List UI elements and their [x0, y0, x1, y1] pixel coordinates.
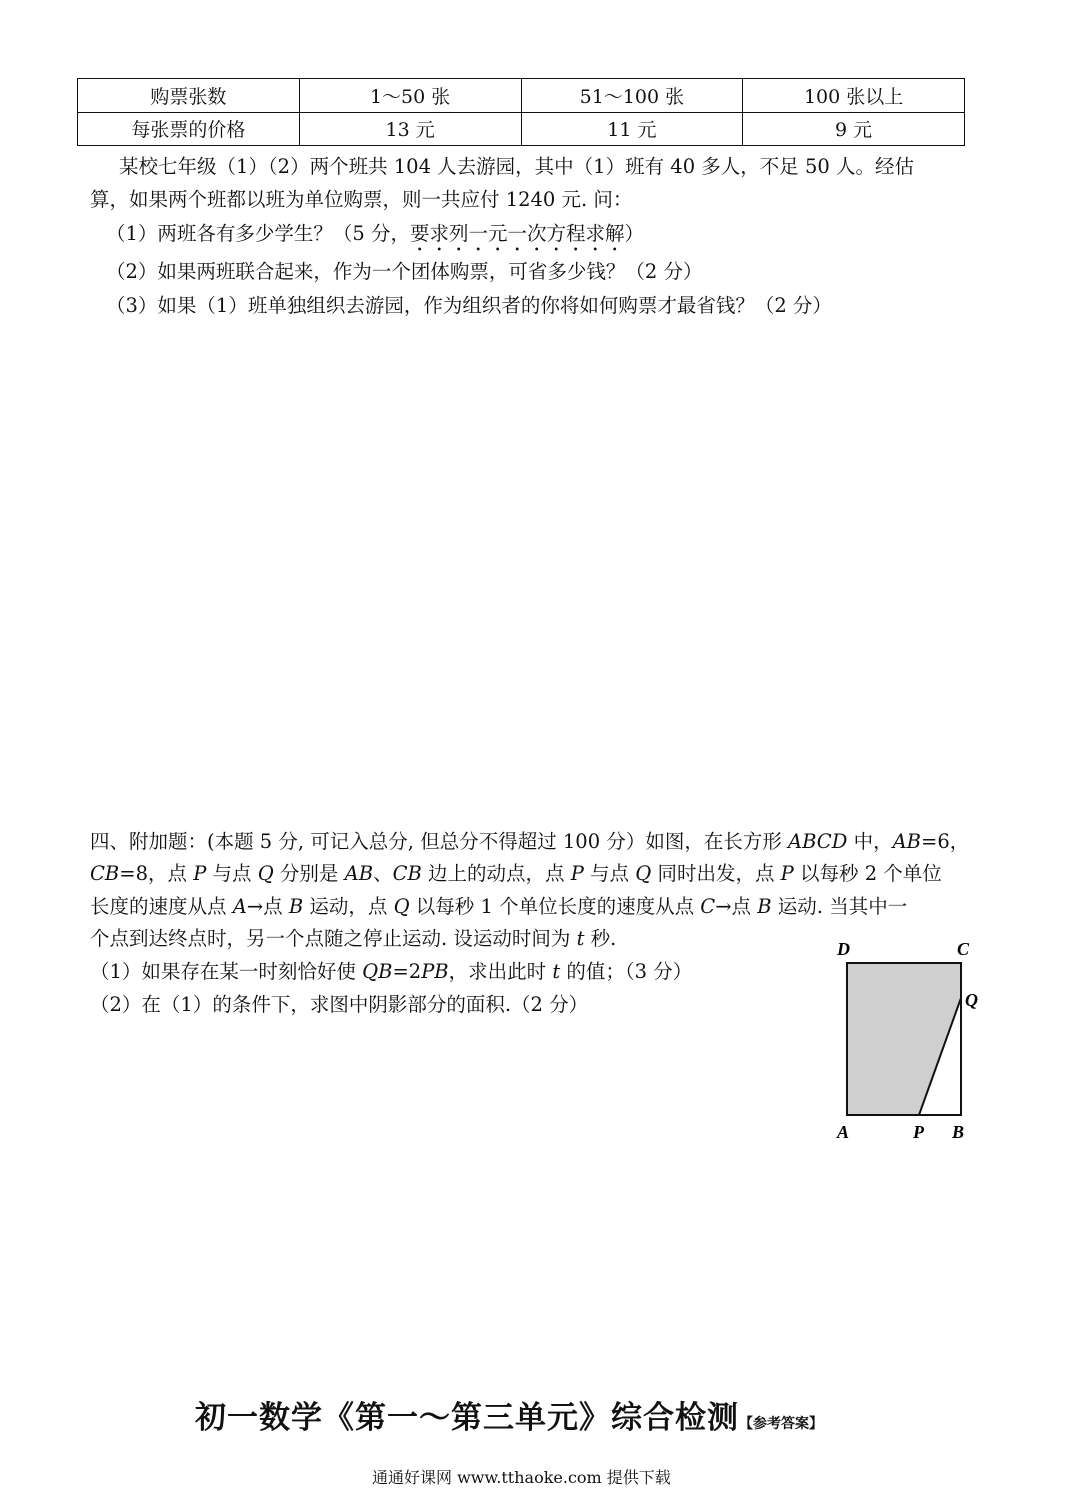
text: =8，点	[119, 862, 194, 885]
text: 以每秒 1 个单位长度的速度从点	[409, 895, 701, 918]
math-var: ABCD	[788, 830, 848, 853]
math-var: B	[757, 895, 772, 918]
text: 、	[373, 862, 393, 885]
answer-tag: 【参考答案】	[739, 1416, 823, 1432]
math-var: Q	[393, 895, 410, 918]
problem-q1	[106, 218, 644, 256]
problem-intro-line2: 算，如果两个班都以班为单位购票，则一共应付 1240 元. 问：	[90, 188, 633, 211]
math-var: AB	[892, 830, 921, 853]
footer-text: 通通好课网 www.tthaoke.com 提供下载	[372, 1468, 671, 1487]
math-var: P	[780, 862, 794, 885]
problem-intro-line1: 某校七年级（1）（2）两个班共 104 人去游园，其中（1）班有 40 多人，不足 50 人。经估	[119, 155, 915, 178]
label-b: B	[952, 1122, 965, 1142]
table-cell: 9 元	[743, 112, 965, 146]
text: 与点	[206, 862, 258, 885]
math-var: P	[570, 862, 584, 885]
title-main: 初一数学《第一～第三单元》综合检测	[195, 1400, 739, 1436]
table-header-row	[78, 79, 965, 113]
table-row	[78, 112, 965, 146]
math-var: Q	[635, 862, 652, 885]
math-var: QB	[362, 960, 393, 983]
table-cell: 每张票的价格	[78, 112, 300, 146]
table-cell: 51～100 张	[521, 79, 743, 113]
problem-q3: （3）如果（1）班单独组织去游园，作为组织者的你将如何购票才最省钱？（2 分）	[106, 294, 832, 317]
label-d: D	[837, 939, 850, 959]
label-c: C	[957, 939, 970, 959]
text: 与点	[583, 862, 636, 885]
text: 长度的速度从点	[90, 895, 233, 918]
math-var: AB	[344, 862, 374, 885]
table-cell: 13 元	[299, 112, 521, 146]
math-var: Q	[257, 862, 274, 885]
text: =2	[392, 960, 422, 983]
text: 四、附加题：(本题 5 分, 可记入总分, 但总分不得超过 100 分）如图，在长方形	[90, 830, 789, 853]
text: 运动，点	[303, 895, 394, 918]
bonus-line4	[90, 923, 616, 955]
label-a: A	[837, 1122, 850, 1142]
q1-emphasis: 要求列一元一次方程求解	[410, 222, 625, 245]
text: ，求出此时	[448, 960, 553, 983]
text: →点	[246, 895, 289, 918]
text: 个点到达终点时，另一个点随之停止运动. 设运动时间为	[90, 927, 577, 950]
math-var: CB	[90, 862, 120, 885]
table-cell: 11 元	[521, 112, 743, 146]
math-var: PB	[421, 960, 449, 983]
math-var: A	[232, 895, 247, 918]
text: 同时出发，点	[651, 862, 781, 885]
label-q: Q	[965, 990, 978, 1010]
text: →点	[715, 895, 758, 918]
math-var: P	[193, 862, 207, 885]
bonus-q1	[90, 956, 692, 988]
text: （1）如果存在某一时刻恰好使	[90, 960, 363, 983]
price-table	[77, 78, 965, 146]
bonus-line1	[90, 826, 969, 858]
text: 的值；（3 分）	[560, 960, 693, 983]
math-var: CB	[392, 862, 422, 885]
problem-q2: （2）如果两班联合起来，作为一个团体购票，可省多少钱？（2 分）	[106, 260, 703, 283]
table-cell: 100 张以上	[743, 79, 965, 113]
bonus-line3	[90, 891, 907, 923]
text: 秒.	[584, 927, 617, 950]
text: 运动. 当其中一	[771, 895, 908, 918]
math-var: B	[288, 895, 304, 918]
label-p: P	[913, 1122, 924, 1142]
text: 分别是	[273, 862, 345, 885]
math-var: t	[576, 927, 585, 950]
q1-suffix: ）	[624, 222, 645, 245]
bonus-q2: （2）在（1）的条件下，求图中阴影部分的面积.（2 分）	[90, 993, 589, 1016]
math-var: C	[700, 895, 716, 918]
text: =6，	[921, 830, 970, 853]
text: 边上的动点，点	[421, 862, 571, 885]
table-cell: 购票张数	[78, 79, 300, 113]
bonus-line2	[90, 858, 942, 890]
table-cell: 1～50 张	[299, 79, 521, 113]
shaded-region	[847, 963, 961, 1115]
text: 以每秒 2 个单位	[793, 862, 942, 885]
rectangle-figure	[820, 930, 1000, 1150]
page-title	[195, 1392, 823, 1437]
math-var: t	[552, 960, 561, 983]
text: 中，	[847, 830, 893, 853]
q1-prefix: （1）两班各有多少学生？（5 分，	[106, 222, 411, 245]
